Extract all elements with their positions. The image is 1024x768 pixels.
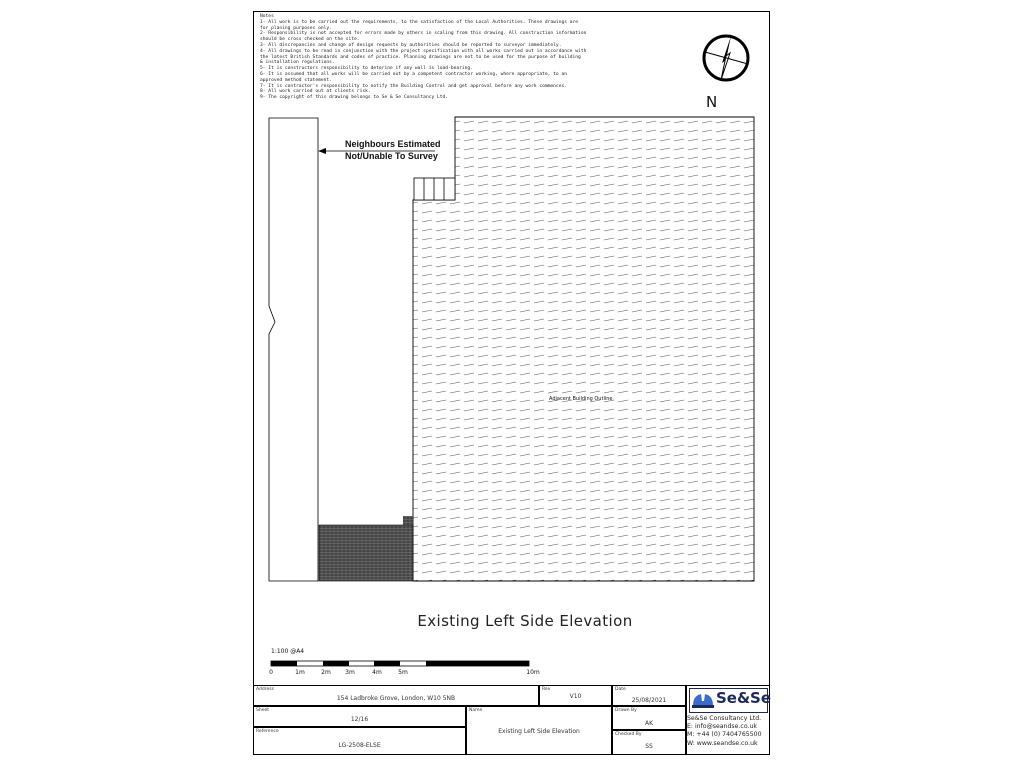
address-label: Address	[256, 687, 274, 692]
address-cell	[253, 685, 539, 706]
company-web: W: www.seandse.co.uk	[687, 739, 758, 747]
sheet-cell	[253, 706, 466, 727]
notes-line: 1- All work is to be carried out the requirements, to the satisfaction of the Local Authorities. These drawings are	[260, 19, 579, 25]
sheet-value: 12/16	[350, 716, 369, 723]
company-logo-text: Se&Se	[716, 689, 772, 707]
notes-line: 9- The copyright of this drawing belongs to Se & Se Consultancy Ltd.	[260, 95, 449, 101]
checked-by-label: Checked By	[615, 732, 642, 737]
scale-tick-label: 10m	[526, 669, 540, 676]
scale-tick-label: 1m	[295, 669, 305, 676]
company-phone: M: +44 (0) 7404765500	[687, 731, 762, 739]
notes-line: 8- All work carried out at clients risk.	[260, 89, 371, 95]
checked-by-cell	[612, 730, 686, 755]
roof-window	[414, 178, 455, 200]
north-arrow-icon	[704, 36, 748, 80]
scale-tick-label: 5m	[398, 669, 408, 676]
date-label: Date	[615, 687, 626, 692]
notes-line: 4- All drawings to be read in conjunction with the project specification with all works carried out in accordance with	[260, 48, 587, 54]
scale-bar	[271, 661, 529, 666]
company-details	[687, 715, 762, 748]
notes-line: 2- Responsibility is not accepted for errors made by others in scaling from this drawing. All construction information	[260, 31, 587, 37]
adjacent-building-outline	[413, 117, 754, 581]
date-cell	[612, 685, 686, 706]
notes-line: 3- All discrepancies and change of design requests by authorities should be reported to surveyor immediately.	[260, 42, 562, 48]
neighbours-label-line2: Not/Unable To Survey	[345, 151, 438, 161]
scale-note: 1:100 @A4	[271, 648, 305, 655]
name-label: Name	[469, 708, 483, 713]
company-name: Se&Se Consultancy Ltd.	[687, 715, 762, 722]
drawn-by-value: AK	[644, 720, 654, 727]
rev-cell	[539, 685, 612, 706]
notes-title: Notes	[260, 14, 274, 19]
neighbour-outline	[269, 118, 318, 581]
neighbours-label-line1: Neighbours Estimated	[345, 139, 441, 149]
sheet-label: Sheet	[256, 708, 270, 713]
notes-line: should be cross checked on the site.	[260, 37, 360, 43]
adjacent-building-label: Adjacent Building Outline	[549, 396, 613, 402]
notes-line: & installation regulations.	[260, 60, 335, 66]
notes-line: approved method statement.	[260, 77, 332, 83]
drawn-by-cell	[612, 706, 686, 730]
company-email: E: info@seandse.co.uk	[687, 723, 757, 731]
rev-value: V10	[569, 693, 582, 700]
notes-line: 5- It is constructors responsibility to deterine if any wall is load-bearing.	[260, 66, 473, 72]
drawing-caption: Existing Left Side Elevation	[417, 612, 633, 630]
notes-line: the latest British Standards and codes of practice. Planning drawings are not to be used for the purpose of building	[260, 54, 581, 60]
reference-value: LG-2508-ELSE	[338, 742, 381, 749]
rev-label: Rev	[542, 687, 551, 692]
reference-label: Reference	[256, 729, 279, 734]
date-value: 25/08/2021	[631, 697, 667, 704]
drawn-by-label: Drawn By	[615, 708, 637, 713]
scale-tick-label: 2m	[321, 669, 331, 676]
notes-line: for planing purposes only.	[260, 25, 332, 31]
address-value: 154 Ladbroke Grove, London, W10 5NB	[336, 695, 456, 702]
notes-line: 6- It is assumed that all works will be carried out by a competent contractor working, where appropriate, to an	[260, 71, 567, 77]
reference-cell	[253, 727, 466, 755]
scale-tick-label: 0	[269, 669, 273, 676]
brick-wall	[319, 516, 413, 581]
checked-by-value: SS	[645, 743, 653, 750]
notes-line: 7- It is contractor's responsibility to notify the Building Control and get approval before any work commences.	[260, 83, 567, 89]
name-cell	[466, 706, 612, 755]
name-value: Existing Left Side Elevation	[498, 728, 580, 735]
north-label: N	[706, 93, 718, 111]
scale-tick-label: 4m	[372, 669, 382, 676]
scale-tick-label: 3m	[345, 669, 355, 676]
